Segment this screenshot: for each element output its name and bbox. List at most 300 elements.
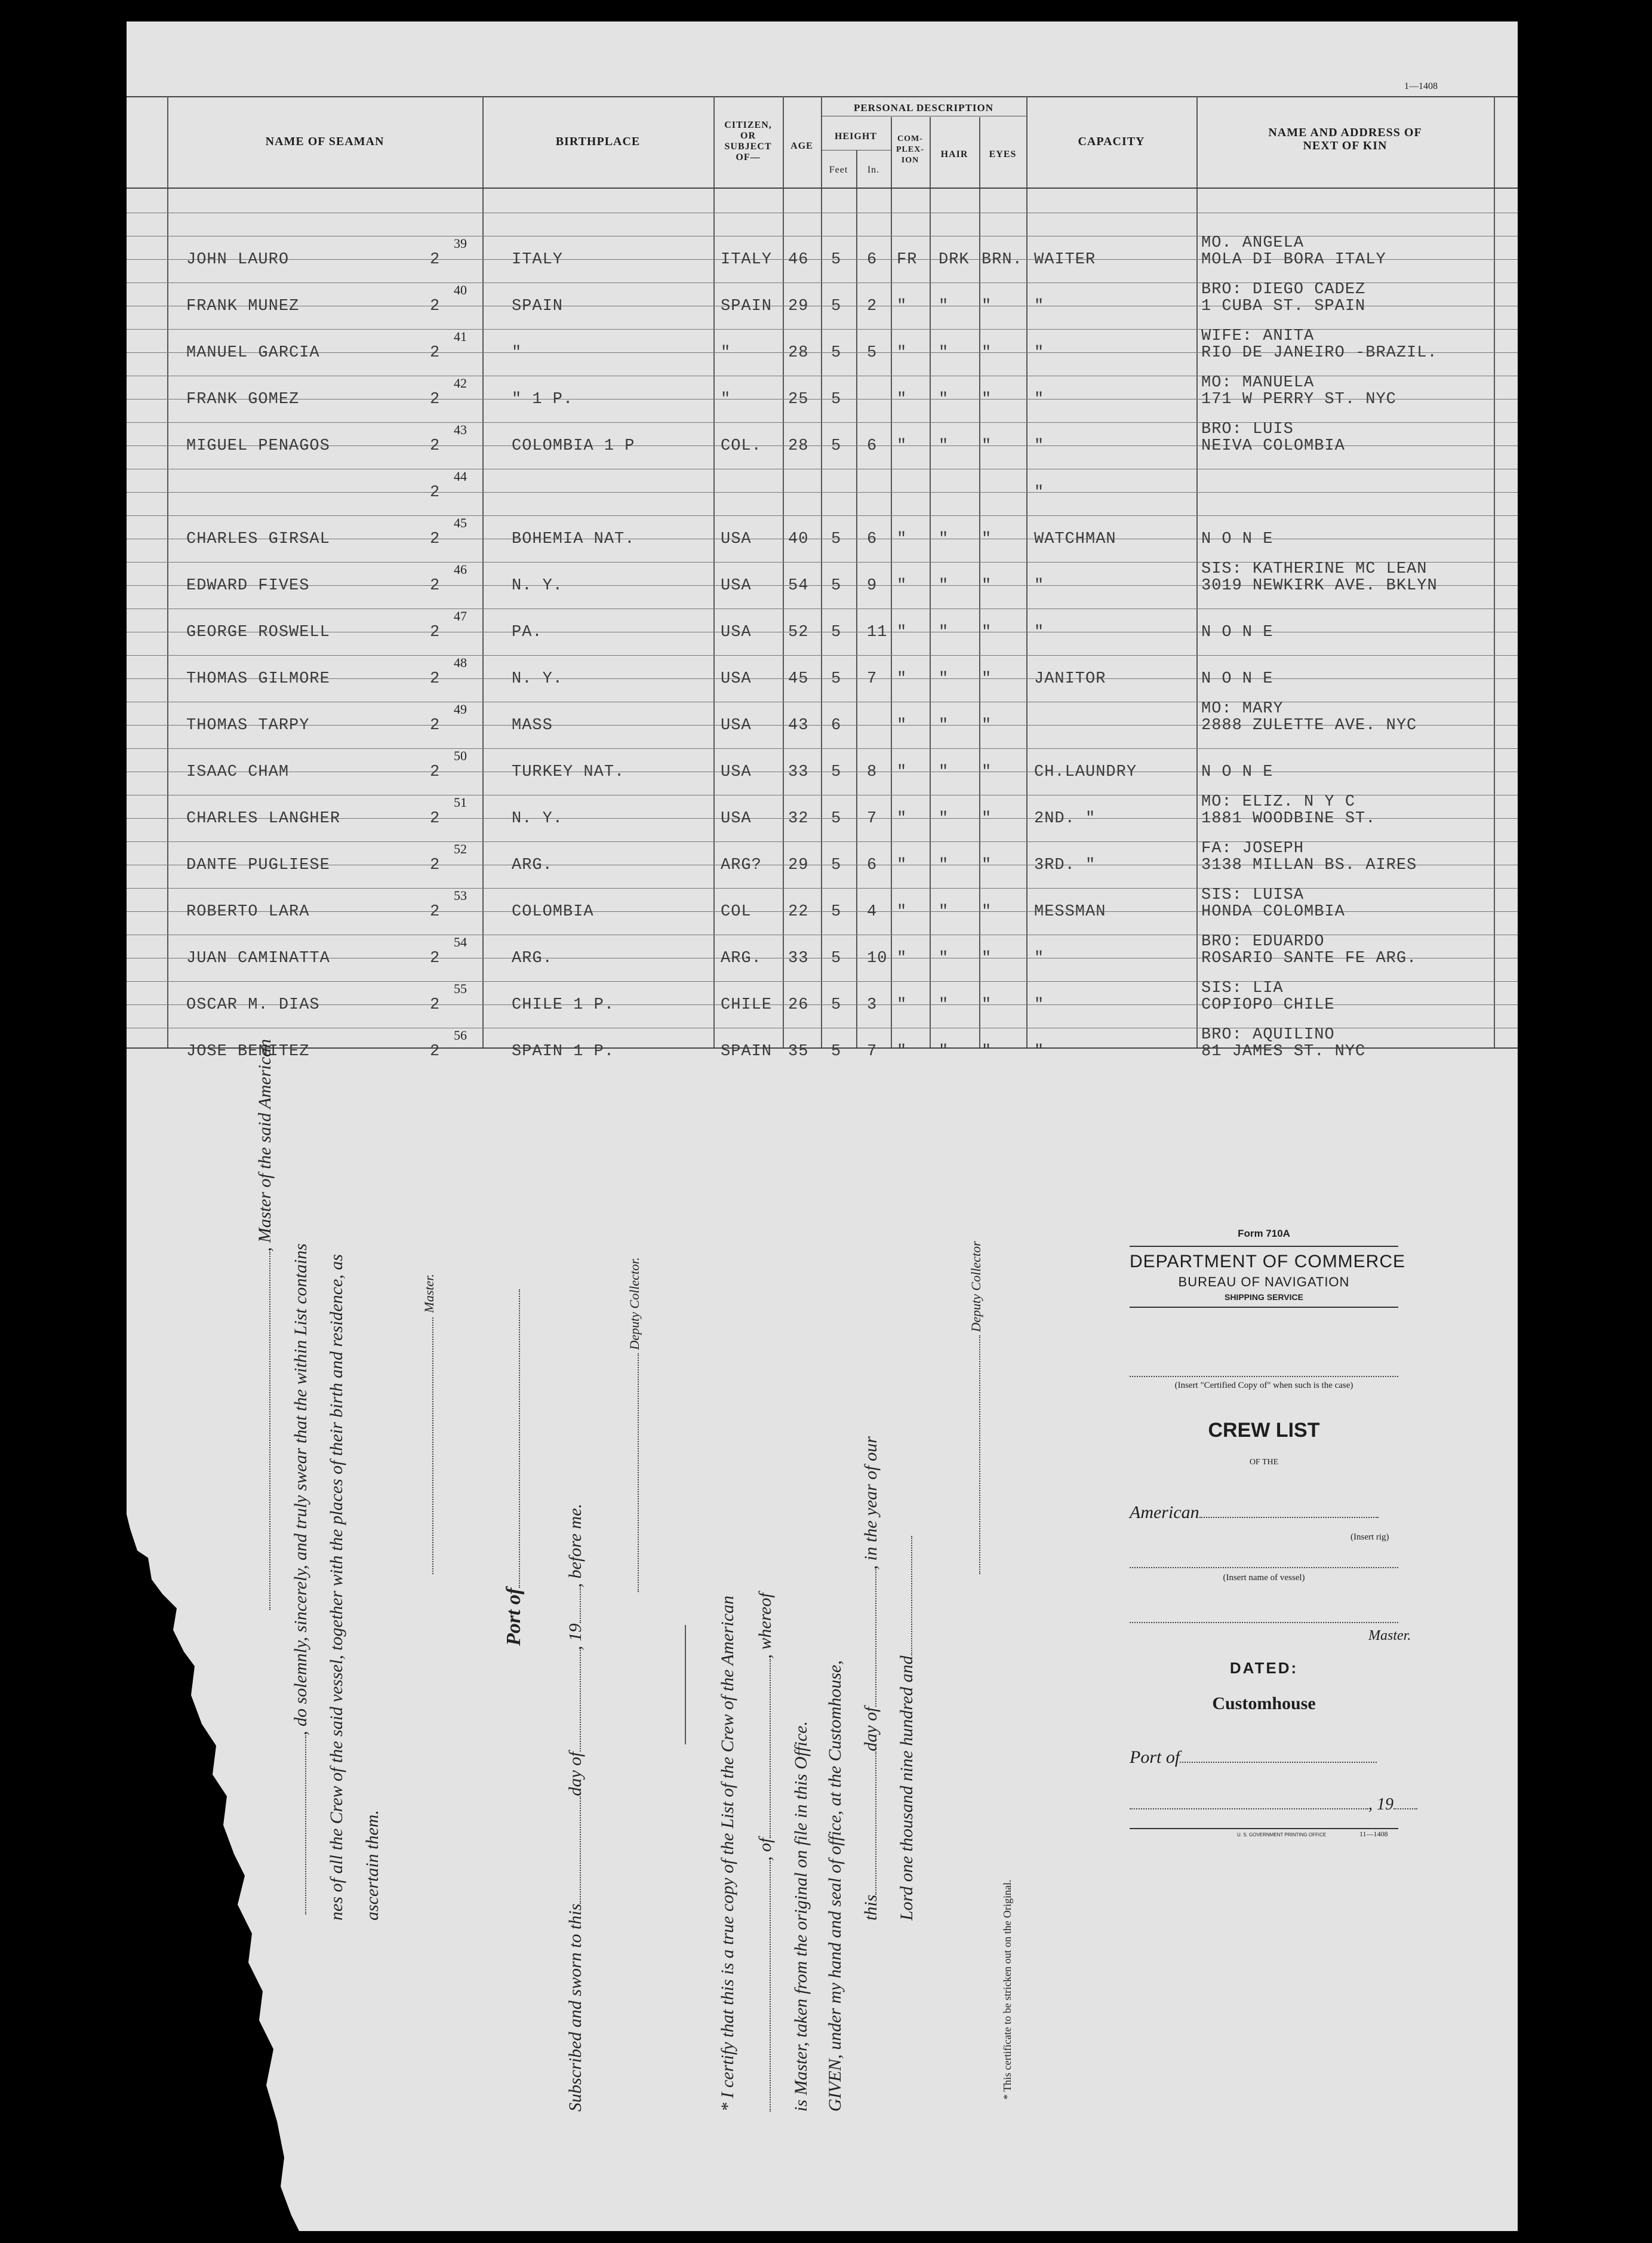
line-number: 54 — [454, 935, 467, 950]
cell-hair: " — [939, 950, 949, 967]
cell-birthplace: COLOMBIA — [512, 903, 594, 921]
cell-capacity: 2ND. " — [1034, 810, 1096, 828]
cell-capacity: " — [1034, 297, 1045, 315]
cell-hair: " — [939, 810, 949, 828]
header-capacity: CAPACITY — [1078, 135, 1145, 148]
line-number: 56 — [454, 1028, 467, 1043]
cell-kin-address: 3019 NEWKIRK AVE. BKLYN — [1201, 577, 1438, 595]
cell-age: 22 — [788, 903, 809, 921]
cell-inches: 7 — [867, 810, 878, 828]
cell-inches: 4 — [867, 903, 878, 921]
cell-complexion: " — [897, 530, 907, 548]
cell-name: MIGUEL PENAGOS — [186, 437, 330, 455]
certificate-line-1: * I certify that this is a true copy of the List of the Crew of the American — [718, 1595, 737, 2112]
cell-kin-address: N O N E — [1201, 530, 1273, 548]
cell-kin-name: FA: JOSEPH — [1201, 840, 1305, 858]
certificate-line-6: Lord one thousand nine hundred and — [897, 1536, 917, 1921]
header-citizen-l3: SUBJECT — [724, 142, 772, 152]
cell-kin-address: 81 JAMES ST. NYC — [1201, 1043, 1366, 1061]
cell-name: ROBERTO LARA — [186, 903, 310, 921]
cell-feet: 5 — [831, 1043, 842, 1061]
cover-form-no: Form 710A — [1238, 1228, 1290, 1239]
cell-eyes: " — [982, 391, 992, 408]
cell-name: JOHN LAURO — [186, 251, 290, 269]
line-number: 55 — [454, 981, 467, 996]
cell-hair: " — [939, 530, 949, 548]
cell-age: 52 — [788, 623, 809, 641]
line-number: 43 — [454, 422, 467, 437]
oath-line-3: nes of all the Crew of the said vessel, together with the places of their birth and residence, as — [327, 1254, 346, 1921]
header-name-of-seaman: NAME OF SEAMAN — [265, 135, 384, 148]
table-top-rule — [127, 96, 1518, 97]
cell-inches: 5 — [867, 344, 878, 362]
cell-mark: 2 — [430, 437, 441, 455]
cell-birthplace: ARG. — [512, 950, 553, 967]
cell-inches: 6 — [867, 437, 878, 455]
cell-capacity: CH.LAUNDRY — [1034, 763, 1137, 781]
cell-feet: 5 — [831, 950, 842, 967]
cell-eyes: " — [982, 437, 992, 455]
cell-complexion: " — [897, 577, 907, 595]
cell-hair: " — [939, 391, 949, 408]
cell-mark: 2 — [430, 251, 441, 269]
cover-american: American — [1130, 1502, 1379, 1523]
cell-inches: 11 — [867, 623, 888, 641]
cell-citizen: COL — [721, 903, 752, 921]
cell-birthplace: " — [512, 344, 522, 362]
cell-mark: 2 — [430, 717, 441, 735]
cell-hair: " — [939, 577, 949, 595]
header-eyes: EYES — [989, 149, 1017, 159]
cell-capacity: MESSMAN — [1034, 903, 1106, 921]
cell-mark: 2 — [430, 670, 441, 688]
cell-name: FRANK MUNEZ — [186, 297, 300, 315]
cell-birthplace: SPAIN — [512, 297, 564, 315]
cell-capacity: " — [1034, 484, 1045, 502]
cell-name: JOSE BENITEZ — [186, 1043, 310, 1061]
certificate-line-3: is Master, taken from the original on file in this Office. — [791, 1721, 811, 2112]
cell-capacity: " — [1034, 344, 1045, 362]
cell-birthplace: N. Y. — [512, 670, 564, 688]
cell-birthplace: N. Y. — [512, 810, 564, 828]
header-next-of-kin-l1: NAME AND ADDRESS OF — [1268, 126, 1422, 139]
cell-inches: 2 — [867, 297, 878, 315]
cell-complexion: " — [897, 623, 907, 641]
oath-line-2: , do solemnly, sincerely, and truly swear that the within List contains — [291, 1243, 311, 1915]
cell-capacity: 3RD. " — [1034, 856, 1096, 874]
cell-birthplace: BOHEMIA NAT. — [512, 530, 635, 548]
cell-name: DANTE PUGLIESE — [186, 856, 330, 874]
line-number: 50 — [454, 748, 467, 763]
cell-capacity: JANITOR — [1034, 670, 1106, 688]
header-complexion-l1: COM- — [897, 134, 923, 143]
cell-kin-name: MO: MANUELA — [1201, 374, 1315, 392]
cell-capacity: WATCHMAN — [1034, 530, 1116, 548]
cell-citizen: ARG? — [721, 856, 762, 874]
cover-customhouse: Customhouse — [1212, 1694, 1316, 1713]
cell-hair: " — [939, 763, 949, 781]
cell-age: 25 — [788, 391, 809, 408]
header-complexion — [891, 134, 930, 166]
cell-kin-address: 2888 ZULETTE AVE. NYC — [1201, 717, 1417, 735]
cell-kin-name: MO. ANGELA — [1201, 234, 1305, 252]
cell-complexion: " — [897, 717, 907, 735]
cell-mark: 2 — [430, 530, 441, 548]
cell-citizen: CHILE — [721, 996, 773, 1014]
cover-bureau: BUREAU OF NAVIGATION — [1178, 1274, 1350, 1289]
cell-kin-address: N O N E — [1201, 623, 1273, 641]
cell-kin-address: N O N E — [1201, 670, 1273, 688]
cell-hair: " — [939, 996, 949, 1014]
cell-name: JUAN CAMINATTA — [186, 950, 330, 967]
cell-mark: 2 — [430, 996, 441, 1014]
cell-name: MANUEL GARCIA — [186, 344, 320, 362]
document-sheet — [127, 21, 1518, 2231]
cell-hair: " — [939, 1043, 949, 1061]
cell-inches: 9 — [867, 577, 878, 595]
header-inches: In. — [867, 165, 880, 175]
cover-form-code: 11—1408 — [1359, 1830, 1388, 1838]
cell-citizen: USA — [721, 763, 752, 781]
cell-name: OSCAR M. DIAS — [186, 996, 320, 1014]
cell-feet: 5 — [831, 251, 842, 269]
cell-mark: 2 — [430, 950, 441, 967]
cell-age: 45 — [788, 670, 809, 688]
cell-complexion: " — [897, 344, 907, 362]
cell-eyes: " — [982, 623, 992, 641]
cell-hair: " — [939, 344, 949, 362]
line-number: 44 — [454, 469, 467, 484]
cell-inches: 6 — [867, 856, 878, 874]
line-number: 42 — [454, 376, 467, 391]
header-feet: Feet — [829, 165, 848, 175]
cell-kin-address: COPIOPO CHILE — [1201, 996, 1335, 1014]
header-complexion-l2: PLEX- — [896, 145, 924, 154]
cell-kin-name: SIS: LIA — [1201, 979, 1284, 997]
ruled-line — [127, 678, 1518, 679]
cell-birthplace: PA. — [512, 623, 543, 641]
cell-birthplace: CHILE 1 P. — [512, 996, 615, 1014]
cell-complexion: " — [897, 297, 907, 315]
cell-citizen: SPAIN — [721, 297, 773, 315]
cell-eyes: " — [982, 717, 992, 735]
oath-master-line: Master. — [418, 1276, 438, 1574]
cell-capacity: " — [1034, 437, 1045, 455]
cover-title: CREW LIST — [1208, 1419, 1320, 1442]
header-age: AGE — [790, 141, 813, 151]
oath-port-of: Port of — [503, 1289, 525, 1646]
cell-complexion: " — [897, 996, 907, 1014]
cover-of-the: OF THE — [1249, 1458, 1279, 1467]
cell-mark: 2 — [430, 391, 441, 408]
cover-port-of: Port of — [1130, 1747, 1377, 1768]
cell-eyes: " — [982, 810, 992, 828]
header-citizen — [713, 120, 783, 163]
cell-birthplace: TURKEY NAT. — [512, 763, 625, 781]
cell-capacity: " — [1034, 577, 1045, 595]
cell-mark: 2 — [430, 856, 441, 874]
ruled-line — [127, 981, 1518, 982]
cover-service: SHIPPING SERVICE — [1224, 1292, 1303, 1302]
cell-eyes: " — [982, 297, 992, 315]
cell-inches: 7 — [867, 670, 878, 688]
cell-inches: 7 — [867, 1043, 878, 1061]
cell-age: 46 — [788, 251, 809, 269]
cell-birthplace: ITALY — [512, 251, 564, 269]
cover-date-line: , 19 — [1130, 1795, 1417, 1814]
cell-kin-address: HONDA COLOMBIA — [1201, 903, 1345, 921]
cell-complexion: " — [897, 437, 907, 455]
line-number: 48 — [454, 655, 467, 670]
cell-name: CHARLES LANGHER — [186, 810, 341, 828]
header-citizen-l2: OR — [740, 131, 756, 141]
cell-age: 35 — [788, 1043, 809, 1061]
cell-citizen: USA — [721, 623, 752, 641]
line-number: 39 — [454, 236, 467, 251]
cell-feet: 5 — [831, 810, 842, 828]
cell-birthplace: N. Y. — [512, 577, 564, 595]
cell-mark: 2 — [430, 810, 441, 828]
certificate-line-2: , of, whereof — [755, 1593, 776, 2112]
cell-feet: 5 — [831, 670, 842, 688]
cell-feet: 5 — [831, 437, 842, 455]
cell-kin-address: NEIVA COLOMBIA — [1201, 437, 1345, 455]
cell-name: CHARLES GIRSAL — [186, 530, 330, 548]
line-number: 53 — [454, 888, 467, 903]
cell-feet: 5 — [831, 297, 842, 315]
header-citizen-l4: OF— — [736, 152, 761, 162]
header-hair: HAIR — [940, 149, 968, 159]
ruled-line — [127, 655, 1518, 656]
cell-name: THOMAS GILMORE — [186, 670, 330, 688]
header-personal-description: PERSONAL DESCRIPTION — [854, 102, 993, 113]
cell-inches: 8 — [867, 763, 878, 781]
line-number: 47 — [454, 609, 467, 623]
cell-age: 29 — [788, 856, 809, 874]
cover-master: Master. — [1368, 1628, 1411, 1643]
ruled-line — [127, 888, 1518, 889]
cell-kin-name: BRO: DIEGO CADEZ — [1201, 281, 1366, 299]
cell-eyes: " — [982, 763, 992, 781]
certificate-line-4: GIVEN, under my hand and seal of office, at the Customhouse, — [825, 1660, 845, 2112]
cell-mark: 2 — [430, 577, 441, 595]
cover-insert-vessel: (Insert name of vessel) — [1223, 1573, 1305, 1583]
line-number: 51 — [454, 795, 467, 810]
cell-kin-address: RIO DE JANEIRO -BRAZIL. — [1201, 344, 1438, 362]
cell-kin-address: 171 W PERRY ST. NYC — [1201, 391, 1396, 408]
cell-hair: DRK — [939, 251, 970, 269]
cover-dated: DATED: — [1229, 1659, 1299, 1677]
cell-mark: 2 — [430, 484, 441, 502]
cell-inches: 6 — [867, 530, 878, 548]
cell-birthplace: MASS — [512, 717, 553, 735]
cell-mark: 2 — [430, 1043, 441, 1061]
line-number: 45 — [454, 515, 467, 530]
cell-citizen: SPAIN — [721, 1043, 773, 1061]
cell-eyes: " — [982, 670, 992, 688]
cell-name: ISAAC CHAM — [186, 763, 290, 781]
ruled-line — [127, 422, 1518, 423]
cell-inches: 6 — [867, 251, 878, 269]
cell-eyes: " — [982, 577, 992, 595]
cell-kin-name: MO: ELIZ. N Y C — [1201, 793, 1356, 811]
cell-age: 28 — [788, 437, 809, 455]
cell-capacity: " — [1034, 950, 1045, 967]
cell-feet: 5 — [831, 577, 842, 595]
cell-capacity: " — [1034, 623, 1045, 641]
cell-citizen: USA — [721, 577, 752, 595]
cell-age: 28 — [788, 344, 809, 362]
cell-hair: " — [939, 856, 949, 874]
line-number: 52 — [454, 841, 467, 856]
cell-feet: 5 — [831, 530, 842, 548]
cell-capacity: " — [1034, 1043, 1045, 1061]
cell-citizen: USA — [721, 670, 752, 688]
cell-complexion: " — [897, 670, 907, 688]
cell-mark: 2 — [430, 344, 441, 362]
cell-hair: " — [939, 670, 949, 688]
cell-age: 43 — [788, 717, 809, 735]
header-height: HEIGHT — [835, 131, 877, 142]
cell-kin-name: BRO: AQUILINO — [1201, 1026, 1335, 1044]
cover-insert-certified: (Insert "Certified Copy of" when such is the case) — [1174, 1381, 1353, 1390]
header-next-of-kin — [1196, 126, 1494, 152]
certificate-line-5: thisday of, in the year of our — [861, 1436, 881, 1921]
cell-kin-address: MOLA DI BORA ITALY — [1201, 251, 1386, 269]
cell-feet: 5 — [831, 856, 842, 874]
cell-capacity: " — [1034, 391, 1045, 408]
cell-hair: " — [939, 623, 949, 641]
certificate-footnote: * This certificate to be stricken out on the Original. — [1001, 1879, 1013, 2100]
cell-feet: 6 — [831, 717, 842, 735]
cell-complexion: " — [897, 903, 907, 921]
cell-kin-name: BRO: EDUARDO — [1201, 933, 1325, 951]
cell-citizen: ARG. — [721, 950, 762, 967]
cell-complexion: " — [897, 810, 907, 828]
cell-inches: 3 — [867, 996, 878, 1014]
cell-kin-name: SIS: KATHERINE MC LEAN — [1201, 560, 1428, 578]
cell-citizen: USA — [721, 717, 752, 735]
cell-citizen: USA — [721, 530, 752, 548]
cell-age: 32 — [788, 810, 809, 828]
cell-kin-name: BRO: LUIS — [1201, 420, 1294, 438]
cell-eyes: " — [982, 530, 992, 548]
cell-complexion: " — [897, 391, 907, 408]
oath-subscribed-line: Subscribed and sworn to thisday of, 19, before me. — [565, 1503, 585, 2112]
cell-kin-address: 3138 MILLAN BS. AIRES — [1201, 856, 1417, 874]
cell-eyes: " — [982, 344, 992, 362]
cell-complexion: " — [897, 856, 907, 874]
cell-hair: " — [939, 903, 949, 921]
cell-complexion: " — [897, 763, 907, 781]
cell-name: THOMAS TARPY — [186, 717, 310, 735]
cover-printing-office: U. S. GOVERNMENT PRINTING OFFICE — [1237, 1832, 1327, 1838]
form-code-top: 1—1408 — [1404, 81, 1438, 91]
cell-eyes: " — [982, 856, 992, 874]
cover-insert-rig: (Insert rig) — [1350, 1532, 1389, 1542]
header-complexion-l3: ION — [901, 156, 919, 165]
cell-kin-address: 1 CUBA ST. SPAIN — [1201, 297, 1366, 315]
cell-birthplace: SPAIN 1 P. — [512, 1043, 615, 1061]
cell-feet: 5 — [831, 903, 842, 921]
cell-complexion: " — [897, 1043, 907, 1061]
cell-citizen: " — [721, 344, 731, 362]
cell-inches: 10 — [867, 950, 888, 967]
cell-kin-name: WIFE: ANITA — [1201, 327, 1315, 345]
cell-feet: 5 — [831, 623, 842, 641]
cell-birthplace: ARG. — [512, 856, 553, 874]
cell-feet: 5 — [831, 996, 842, 1014]
cell-feet: 5 — [831, 763, 842, 781]
cell-kin-address: N O N E — [1201, 763, 1273, 781]
cell-hair: " — [939, 717, 949, 735]
cell-eyes: " — [982, 903, 992, 921]
cell-age: 40 — [788, 530, 809, 548]
ruled-line — [127, 841, 1518, 842]
cell-capacity: WAITER — [1034, 251, 1096, 269]
cell-citizen: " — [721, 391, 731, 408]
cell-kin-name: SIS: LUISA — [1201, 886, 1305, 904]
cell-complexion: FR — [897, 251, 918, 269]
line-number: 46 — [454, 562, 467, 577]
cell-age: 29 — [788, 297, 809, 315]
cover-department: DEPARTMENT OF COMMERCE — [1130, 1252, 1406, 1271]
ruled-line — [127, 748, 1518, 749]
cell-eyes: BRN. — [982, 251, 1023, 269]
cell-citizen: USA — [721, 810, 752, 828]
oath-line-1: , Master of the said American — [255, 1039, 275, 1610]
cell-complexion: " — [897, 950, 907, 967]
cell-mark: 2 — [430, 297, 441, 315]
oath-deputy-collector: Deputy Collector. — [627, 1257, 642, 1592]
cell-citizen: ITALY — [721, 251, 773, 269]
cell-feet: 5 — [831, 344, 842, 362]
cell-kin-address: 1881 WOODBINE ST. — [1201, 810, 1376, 828]
cell-kin-name: MO: MARY — [1201, 700, 1284, 718]
cell-citizen: COL. — [721, 437, 762, 455]
cell-feet: 5 — [831, 391, 842, 408]
header-next-of-kin-l2: NEXT OF KIN — [1303, 139, 1388, 152]
line-number: 41 — [454, 329, 467, 344]
cell-age: 54 — [788, 577, 809, 595]
line-number: 49 — [454, 702, 467, 717]
line-number: 40 — [454, 282, 467, 297]
cell-name: GEORGE ROSWELL — [186, 623, 330, 641]
cell-age: 26 — [788, 996, 809, 1014]
cell-age: 33 — [788, 950, 809, 967]
oath-line-4: ascertain them. — [362, 1810, 382, 1921]
cell-eyes: " — [982, 1043, 992, 1061]
cell-hair: " — [939, 297, 949, 315]
cell-mark: 2 — [430, 623, 441, 641]
cell-eyes: " — [982, 950, 992, 967]
cell-kin-address: ROSARIO SANTE FE ARG. — [1201, 950, 1417, 967]
ruled-line — [127, 515, 1518, 516]
header-birthplace: BIRTHPLACE — [555, 135, 641, 148]
header-citizen-l1: CITIZEN, — [724, 120, 772, 130]
cell-name: EDWARD FIVES — [186, 577, 310, 595]
cell-age: 33 — [788, 763, 809, 781]
certificate-deputy-collector: Deputy Collector — [968, 1241, 984, 1574]
cell-mark: 2 — [430, 903, 441, 921]
cell-birthplace: " 1 P. — [512, 391, 574, 408]
cell-eyes: " — [982, 996, 992, 1014]
cell-mark: 2 — [430, 763, 441, 781]
cell-birthplace: COLOMBIA 1 P — [512, 437, 635, 455]
cell-capacity: " — [1034, 996, 1045, 1014]
ruled-line — [127, 492, 1518, 493]
cell-name: FRANK GOMEZ — [186, 391, 300, 408]
